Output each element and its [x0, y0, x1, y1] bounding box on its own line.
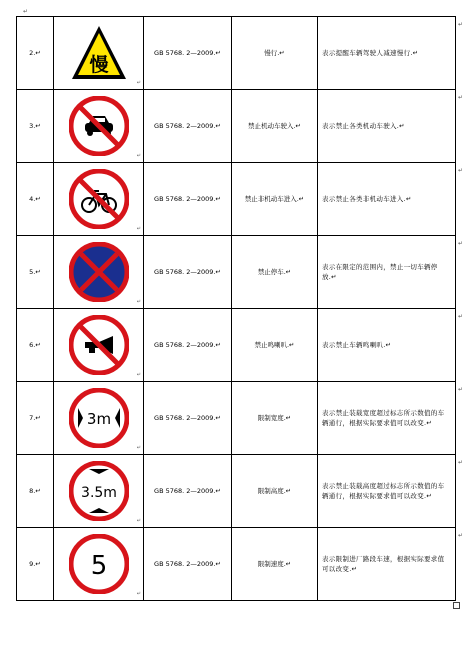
description-cell	[318, 236, 463, 309]
sign-name-cell	[232, 309, 318, 382]
slow-warning-sign-icon	[69, 23, 129, 83]
sign-name-cell	[232, 455, 318, 528]
standard-cell	[144, 309, 232, 382]
row-end-mark: ↵	[457, 21, 463, 28]
row-number	[17, 382, 54, 455]
sign-name-text: 禁止鸣喇叭.↵	[254, 341, 295, 349]
row-number	[17, 236, 54, 309]
height-limit-sign-icon	[69, 461, 129, 521]
description-text: 表示禁止各类非机动车进入.↵	[322, 195, 412, 203]
paragraph-mark: ↵	[136, 591, 141, 597]
description-text: 表示禁止装载宽度超过标志所示数值的车辆通行，根据实际要求值可以改变.↵	[322, 409, 445, 427]
row-end-mark: ↵	[457, 532, 463, 539]
row-number-text: 6.↵	[29, 341, 41, 349]
row-number-text: 3.↵	[29, 122, 41, 130]
description-cell	[318, 528, 463, 601]
row-end-mark: ↵	[457, 240, 463, 247]
sign-name-cell	[232, 163, 318, 236]
sign-image-cell	[54, 90, 144, 163]
standard-text: GB 5768. 2—2009.↵	[154, 487, 221, 495]
description-cell	[318, 382, 463, 455]
table-row	[17, 455, 456, 528]
sign-text: 慢	[88, 54, 109, 76]
description-text: 表示在限定的范围内，禁止一切车辆停放.↵	[322, 263, 438, 281]
description-cell	[318, 17, 463, 90]
row-end-mark: ↵	[457, 386, 463, 393]
row-end-mark: ↵	[457, 459, 463, 466]
row-number	[17, 90, 54, 163]
paragraph-mark: ↵	[23, 8, 29, 15]
description-cell	[318, 309, 463, 382]
no-parking-sign-icon	[69, 242, 129, 302]
sign-image-cell	[54, 17, 144, 90]
sign-image-cell	[54, 236, 144, 309]
standard-text: GB 5768. 2—2009.↵	[154, 560, 221, 568]
sign-name-text: 慢行.↵	[264, 49, 285, 57]
description-cell	[318, 90, 463, 163]
sign-name-text: 禁止机动车驶入.↵	[247, 122, 301, 130]
row-end-mark: ↵	[457, 94, 463, 101]
row-number-text: 9.↵	[29, 560, 41, 568]
standard-cell	[144, 455, 232, 528]
sign-text: 5	[90, 551, 107, 581]
width-limit-sign-icon	[69, 388, 129, 448]
standard-text: GB 5768. 2—2009.↵	[154, 341, 221, 349]
paragraph-mark: ↵	[136, 80, 141, 86]
no-bicycles-sign-icon	[69, 169, 129, 229]
table-row	[17, 528, 456, 601]
standard-text: GB 5768. 2—2009.↵	[154, 49, 221, 57]
sign-image-cell	[54, 455, 144, 528]
standard-cell	[144, 382, 232, 455]
standard-cell	[144, 236, 232, 309]
standard-text: GB 5768. 2—2009.↵	[154, 122, 221, 130]
row-number-text: 7.↵	[29, 414, 41, 422]
table-row	[17, 382, 456, 455]
description-text: 表示限制进厂路段车速，根据实际要求值可以改变.↵	[322, 555, 445, 573]
standard-text: GB 5768. 2—2009.↵	[154, 268, 221, 276]
standard-cell	[144, 528, 232, 601]
description-cell	[318, 163, 463, 236]
table-row	[17, 17, 456, 90]
paragraph-mark: ↵	[136, 299, 141, 305]
description-text: 表示禁止装载高度超过标志所示数值的车辆通行，根据实际要求值可以改变.↵	[322, 482, 445, 500]
row-number	[17, 309, 54, 382]
sign-name-cell	[232, 17, 318, 90]
table-row	[17, 163, 456, 236]
sign-name-text: 限制速度.↵	[257, 560, 292, 568]
row-number-text: 4.↵	[29, 195, 41, 203]
sign-name-cell	[232, 528, 318, 601]
no-motor-vehicles-sign-icon	[69, 96, 129, 156]
paragraph-mark: ↵	[136, 518, 141, 524]
sign-image-cell	[54, 163, 144, 236]
standard-cell	[144, 163, 232, 236]
row-end-mark: ↵	[457, 167, 463, 174]
sign-image-cell	[54, 528, 144, 601]
description-text: 表示禁止车辆鸣喇叭.↵	[322, 341, 392, 349]
sign-name-text: 禁止非机动车进入.↵	[244, 195, 305, 203]
row-number-text: 8.↵	[29, 487, 41, 495]
paragraph-mark: ↵	[136, 445, 141, 451]
sign-name-cell	[232, 90, 318, 163]
sign-image-cell	[54, 382, 144, 455]
row-number	[17, 528, 54, 601]
standard-text: GB 5768. 2—2009.↵	[154, 195, 221, 203]
paragraph-mark: ↵	[136, 226, 141, 232]
standard-text: GB 5768. 2—2009.↵	[154, 414, 221, 422]
sign-name-text: 限制高度.↵	[257, 487, 292, 495]
sign-text: 3m	[86, 410, 111, 428]
row-number-text: 5.↵	[29, 268, 41, 276]
sign-image-cell	[54, 309, 144, 382]
standard-cell	[144, 90, 232, 163]
paragraph-mark: ↵	[136, 153, 141, 159]
no-horn-sign-icon	[69, 315, 129, 375]
sign-name-cell	[232, 382, 318, 455]
traffic-sign-table	[16, 16, 463, 601]
table-row	[17, 90, 456, 163]
table-row	[17, 309, 456, 382]
table-row	[17, 236, 456, 309]
sign-name-text: 限制宽度.↵	[257, 414, 292, 422]
sign-name-cell	[232, 236, 318, 309]
row-number	[17, 455, 54, 528]
description-text: 表示提醒车辆驾驶人减速慢行.↵	[322, 49, 419, 57]
sign-name-text: 禁止停车.↵	[257, 268, 292, 276]
speed-limit-sign-icon	[69, 534, 129, 594]
standard-cell	[144, 17, 232, 90]
row-end-mark: ↵	[457, 313, 463, 320]
end-of-document-marker	[453, 602, 460, 609]
paragraph-mark: ↵	[136, 372, 141, 378]
description-text: 表示禁止各类机动车驶入.↵	[322, 122, 405, 130]
description-cell	[318, 455, 463, 528]
row-number	[17, 163, 54, 236]
row-number	[17, 17, 54, 90]
sign-text: 3.5m	[80, 485, 117, 501]
row-number-text: 2.↵	[29, 49, 41, 57]
